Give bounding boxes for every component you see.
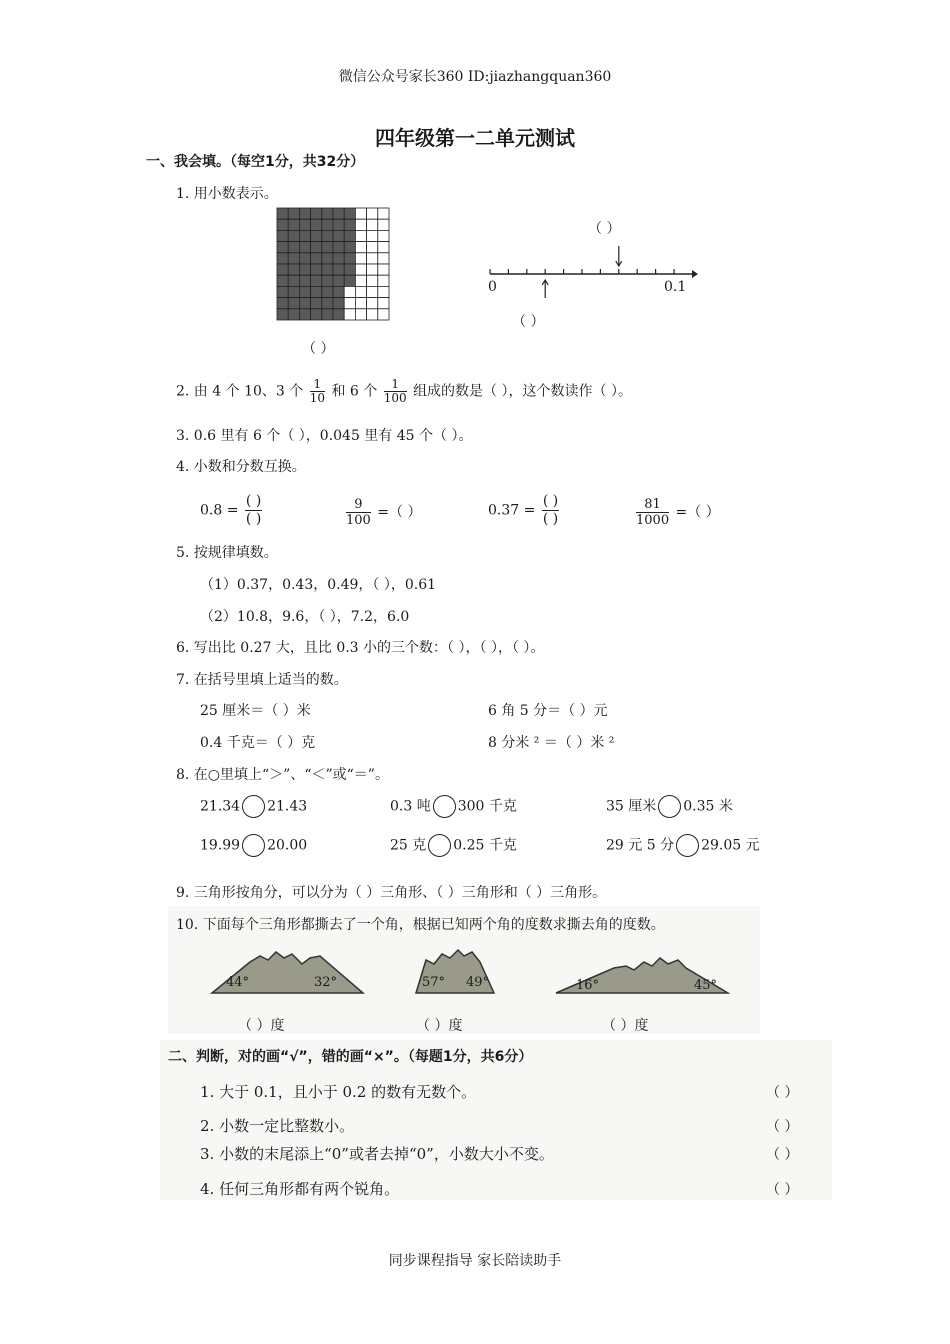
q8-compare-6: 29 元 5 分 29.05 元 — [606, 834, 760, 857]
grid-cell — [333, 309, 344, 320]
grid-cell — [299, 253, 310, 264]
grid-cell — [322, 242, 333, 253]
grid-cell — [277, 309, 288, 320]
grid-cell — [299, 264, 310, 275]
q4-item-d: $\frac{81}{1000}$ =（ ） — [636, 497, 720, 528]
grid-cell — [367, 275, 378, 286]
judge-item-2: 2. 小数一定比整数小。 — [200, 1117, 355, 1135]
q2-part2: 和 6 个 — [331, 383, 378, 400]
grid-cell — [378, 253, 389, 264]
grid-cell — [277, 298, 288, 309]
compare-circle[interactable] — [658, 795, 681, 818]
grid-cell — [355, 208, 366, 219]
q10-text: 10. 下面每个三角形都撕去了一个角，根据已知两个角的度数求撕去角的度数。 — [176, 917, 665, 933]
grid-cell — [344, 242, 355, 253]
grid-cell — [367, 253, 378, 264]
grid-cell — [277, 230, 288, 241]
q6-text: 6. 写出比 0.27 大，且比 0.3 小的三个数：（ ），（ ），（ ）。 — [176, 640, 545, 656]
grid-cell — [311, 286, 322, 297]
q7-item-d: 8 分米 ² ＝（ ）米 ² — [488, 735, 615, 751]
grid-cell — [299, 230, 310, 241]
page-title: 四年级第一二单元测试 — [375, 126, 575, 150]
grid-cell — [367, 230, 378, 241]
grid-cell — [378, 208, 389, 219]
fraction-one-tenth: $\frac{1}{10}$ — [309, 377, 325, 405]
q1-grid-answer: （ ） — [302, 341, 335, 357]
q4-item-a: 0.8 = ( ) ( ) — [200, 493, 262, 527]
grid-cell — [311, 230, 322, 241]
q7-text: 7. 在括号里填上适当的数。 — [176, 672, 348, 688]
grid-cell — [367, 264, 378, 275]
grid-cell — [311, 309, 322, 320]
compare-circle[interactable] — [428, 834, 451, 857]
grid-cell — [355, 286, 366, 297]
section2-heading: 二、判断，对的画“√”，错的画“×”。（每题1分，共6分） — [168, 1049, 533, 1065]
numberline-start-label: 0 — [488, 279, 497, 295]
numberline-end-label: 0.1 — [664, 279, 687, 295]
grid-cell — [299, 309, 310, 320]
grid-cell — [344, 264, 355, 275]
grid-cell — [322, 298, 333, 309]
grid-cell — [299, 286, 310, 297]
grid-cell — [378, 309, 389, 320]
grid-cell — [378, 219, 389, 230]
q10-answer-3: （ ）度 — [602, 1018, 649, 1034]
q5-sequence-a: （1）0.37，0.43，0.49，（ ），0.61 — [200, 577, 437, 593]
grid-cell — [288, 253, 299, 264]
compare-circle[interactable] — [242, 834, 265, 857]
grid-cell — [355, 298, 366, 309]
page-footer: 同步课程指导 家长陪读助手 — [388, 1253, 562, 1269]
grid-cell — [322, 309, 333, 320]
q8-text: 8. 在○里填上“＞”、“＜”或“＝”。 — [176, 767, 389, 783]
grid-cell — [344, 208, 355, 219]
grid-cell — [355, 275, 366, 286]
grid-cell — [277, 253, 288, 264]
triangle2-left-angle: 57° — [422, 975, 446, 990]
compare-circle[interactable] — [433, 795, 456, 818]
grid-cell — [378, 230, 389, 241]
grid-cell — [288, 275, 299, 286]
judge-answer-1: （ ） — [766, 1085, 799, 1101]
q9-text: 9. 三角形按角分，可以分为（ ）三角形、（ ）三角形和（ ）三角形。 — [176, 885, 607, 901]
grid-cell — [322, 286, 333, 297]
q4-item-c: 0.37 = ( ) ( ) — [488, 493, 559, 527]
q10-answer-2: （ ）度 — [416, 1018, 463, 1034]
triangle3-right-angle: 45° — [694, 978, 718, 993]
grid-cell — [333, 275, 344, 286]
grid-cell — [333, 230, 344, 241]
q2-part1: 2. 由 4 个 10、3 个 — [176, 383, 304, 400]
grid-cell — [288, 264, 299, 275]
page-header: 微信公众号家长360 ID:jiazhangquan360 — [338, 69, 612, 85]
numberline-arrowhead — [692, 270, 698, 278]
q7-item-a: 25 厘米＝（ ）米 — [200, 703, 311, 719]
triangle2-right-angle: 49° — [466, 975, 490, 990]
grid-cell — [277, 275, 288, 286]
grid-cell — [333, 264, 344, 275]
grid-cell — [277, 219, 288, 230]
triangle1-right-angle: 32° — [314, 975, 338, 990]
grid-cell — [277, 264, 288, 275]
down-arrow — [616, 246, 622, 266]
grid-cell — [355, 230, 366, 241]
grid-cell — [378, 298, 389, 309]
grid-cell — [311, 264, 322, 275]
q1-numberline-top-answer: （ ） — [588, 221, 621, 237]
judge-item-1: 1. 大于 0.1，且小于 0.2 的数有无数个。 — [200, 1083, 477, 1101]
grid-cell — [299, 298, 310, 309]
grid-cell — [344, 275, 355, 286]
up-arrow — [542, 280, 548, 298]
grid-cell — [299, 208, 310, 219]
grid-cell — [288, 230, 299, 241]
compare-circle[interactable] — [242, 795, 265, 818]
grid-cell — [344, 253, 355, 264]
section1-heading: 一、我会填。（每空1分，共32分） — [146, 154, 365, 170]
q4-text: 4. 小数和分数互换。 — [176, 459, 306, 475]
grid-cell — [288, 242, 299, 253]
q2-line — [176, 378, 632, 405]
q5-sequence-b: （2）10.8，9.6，（ ），7.2，6.0 — [200, 609, 410, 625]
grid-cell — [311, 275, 322, 286]
grid-cell — [322, 275, 333, 286]
grid-cell — [288, 219, 299, 230]
grid-cell — [333, 219, 344, 230]
grid-cell — [378, 242, 389, 253]
q7-item-c: 0.4 千克＝（ ）克 — [200, 735, 316, 751]
grid-cell — [288, 309, 299, 320]
q8-compare-1: 21.34 21.43 — [200, 795, 307, 818]
hundred-grid — [275, 206, 391, 322]
grid-cell — [367, 242, 378, 253]
fraction-one-hundredth: $\frac{1}{100}$ — [383, 377, 407, 405]
grid-cell — [355, 264, 366, 275]
grid-cell — [378, 275, 389, 286]
grid-cell — [322, 253, 333, 264]
grid-cell — [344, 230, 355, 241]
q2-part3: 组成的数是（ ），这个数读作（ ）。 — [413, 383, 632, 400]
grid-cell — [299, 219, 310, 230]
grid-cell — [355, 309, 366, 320]
grid-cell — [378, 264, 389, 275]
grid-cell — [367, 208, 378, 219]
grid-cell — [367, 309, 378, 320]
grid-cell — [288, 298, 299, 309]
grid-cell — [322, 230, 333, 241]
q8-compare-3: 35 厘米 0.35 米 — [606, 795, 733, 818]
grid-cell — [378, 286, 389, 297]
grid-cell — [344, 309, 355, 320]
grid-cell — [277, 208, 288, 219]
grid-cell — [344, 286, 355, 297]
judge-item-3: 3. 小数的末尾添上“0”或者去掉“0”，小数大小不变。 — [200, 1145, 554, 1163]
q7-item-b: 6 角 5 分＝（ ）元 — [488, 703, 608, 719]
compare-circle[interactable] — [676, 834, 699, 857]
grid-cell — [322, 208, 333, 219]
grid-cell — [322, 264, 333, 275]
grid-cell — [355, 219, 366, 230]
judge-answer-3: （ ） — [766, 1147, 799, 1163]
grid-cell — [288, 286, 299, 297]
q1-numberline-bottom-answer: （ ） — [512, 314, 545, 330]
grid-cell — [344, 219, 355, 230]
grid-cell — [344, 298, 355, 309]
grid-cell — [333, 208, 344, 219]
grid-cell — [367, 286, 378, 297]
q8-compare-2: 0.3 吨 300 千克 — [390, 795, 517, 818]
triangle3-left-angle: 16° — [576, 978, 600, 993]
grid-cell — [322, 219, 333, 230]
grid-cell — [355, 242, 366, 253]
grid-cell — [311, 253, 322, 264]
q10-answer-1: （ ）度 — [238, 1018, 285, 1034]
triangle1-left-angle: 44° — [226, 975, 250, 990]
grid-cell — [367, 219, 378, 230]
grid-cell — [333, 242, 344, 253]
grid-cell — [277, 242, 288, 253]
grid-cell — [333, 298, 344, 309]
grid-cell — [355, 253, 366, 264]
q3-text: 3. 0.6 里有 6 个（ ），0.045 里有 45 个（ ）。 — [176, 428, 473, 444]
judge-item-4: 4. 任何三角形都有两个锐角。 — [200, 1180, 400, 1198]
grid-cell — [299, 275, 310, 286]
q8-compare-5: 25 克 0.25 千克 — [390, 834, 517, 857]
q1-text: 1. 用小数表示。 — [176, 186, 278, 202]
judge-answer-2: （ ） — [766, 1119, 799, 1135]
grid-cell — [311, 208, 322, 219]
grid-cell — [299, 242, 310, 253]
grid-cell — [367, 298, 378, 309]
grid-cell — [311, 242, 322, 253]
q5-text: 5. 按规律填数。 — [176, 545, 278, 561]
grid-cell — [311, 219, 322, 230]
q8-compare-4: 19.99 20.00 — [200, 834, 307, 857]
grid-cell — [288, 208, 299, 219]
grid-cell — [311, 298, 322, 309]
q4-item-b: $\frac{9}{100}$ =（ ） — [346, 497, 422, 528]
grid-cell — [333, 253, 344, 264]
judge-answer-4: （ ） — [766, 1182, 799, 1198]
grid-cell — [333, 286, 344, 297]
grid-cell — [277, 286, 288, 297]
